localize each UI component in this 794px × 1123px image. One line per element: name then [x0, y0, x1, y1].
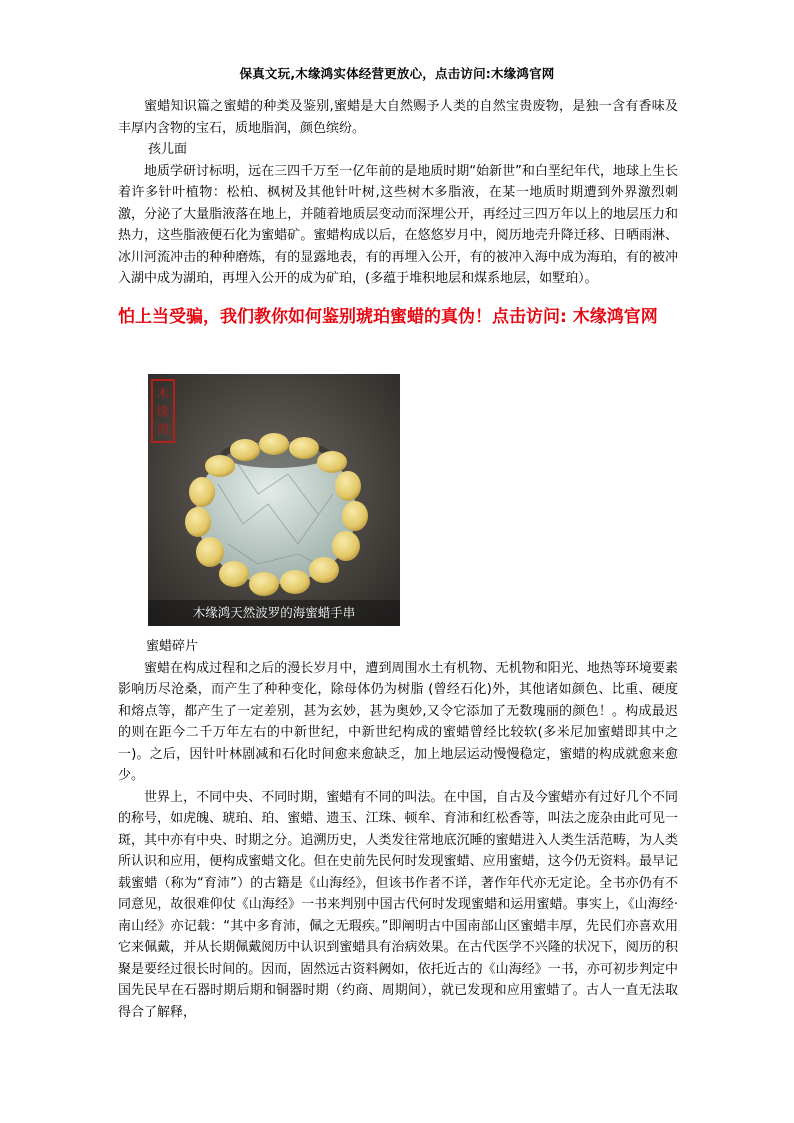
header-banner[interactable]: 保真文玩,木缘鸿实体经营更放心，点击访问:木缘鸿官网	[239, 66, 555, 81]
promo-link[interactable]: 怕上当受骗，我们教你如何鉴别琥珀蜜蜡的真伪！点击访问: 木缘鸿官网	[118, 307, 658, 327]
bracelet-photo	[148, 374, 400, 626]
geology-paragraph: 地质学研讨标明，远在三四千万至一亿年前的是地质时期“始新世”和白垩纪年代，地球上生长着许多针叶植物：松柏、枫树及其他针叶树,这些树木多脂液，在某一地质时期遭到外界激烈刺激，分泌了大量脂液落在地上，并随着地质层变动而深埋公开，再经过三四万年以上的地层压力和热力，这些脂液便石化为蜜蜡矿。蜜蜡构成以后，在悠悠岁月中，阅历地壳升降迁移、日晒雨淋、冰川河流冲击的种种磨炼，有的显露地表，有的再埋入公开，有的被冲入海中成为海珀，有的被冲入湖中成为湖珀，再埋入公开的成为矿珀，(多蕴于堆积地层和煤系地层，如墅珀）。	[118, 163, 678, 286]
bracelet-illustration	[148, 374, 400, 626]
svg-text:缘: 缘	[156, 405, 170, 420]
fragments-block	[118, 636, 678, 1023]
fragments-paragraph-2: 世界上，不同中央、不同时期，蜜蜡有不同的叫法。在中国，自古及今蜜蜡亦有过好几个不同的称号，如虎魄、琥珀、珀、蜜蜡、遗玉、江珠、顿牟、育沛和红松香等，叫法之庞杂由此可见一斑，其中亦有中央、时期之分。追溯历史，人类发往常地底沉睡的蜜蜡进入人类生活范畴，为人类所认识和应用，便构成蜜蜡文化。但在史前先民何时发现蜜蜡、应用蜜蜡，这今仍无资料。最早记载蜜蜡（称为“育沛”）的古籍是《山海经》，但该书作者不详，著作年代亦无定论。全书亦仍有不同意见，故很难仰仗《山海经》一书来判别中国古代何时发现蜜蜡和运用蜜蜡。事实上，《山海经·南山经》亦记载：“其中多育沛，佩之无瑕疾。”即阐明古中国南部山区蜜蜡丰厚，先民们亦喜欢用它来佩戴，并从长期佩戴阅历中认识到蜜蜡具有治病效果。在古代医学不兴隆的状况下，阅历的积聚是要经过很长时间的。因而，固然远古资料阙如，依托近古的《山海经》一书，亦可初步判定中国先民早在石器时期后期和铜器时期（约商、周期间），就已发现和应用蜜蜡了。古人一直无法取得合了解释，	[118, 789, 678, 1020]
section-heading-fragments: 蜜蜡碎片	[146, 639, 199, 654]
intro-block	[118, 96, 678, 290]
fragments-paragraph-1: 蜜蜡在构成过程和之后的漫长岁月中，遭到周围水土有机物、无机物和阳光、地热等环境要素影响历尽沧桑，而产生了种种变化，除母体仍为树脂 (曾经石化)外，其他诸如颜色、比重、硬度和熔点等，都产生了一定差别，甚为玄妙，甚为奥妙,又令它添加了无数瑰丽的颜色！。构成最迟的则在距今二千万年左右的中新世纪，中新世纪构成的蜜蜡曾经比较软(多米尼加蜜蜡即其中之一)。之后，因针叶林剧减和石化时间愈来愈缺乏，加上地层运动慢慢稳定，蜜蜡的构成就愈来愈少。	[118, 660, 678, 783]
photo-caption: 木缘鸿天然波罗的海蜜蜡手串	[148, 600, 400, 626]
intro-paragraph: 蜜蜡知识篇之蜜蜡的种类及鉴别,蜜蜡是大自然赐予人类的自然宝贵废物，是独一含有香味及丰厚内含物的宝石，质地脂润，颜色缤纷。	[118, 99, 678, 136]
section-heading-kids-face: 孩儿面	[148, 142, 188, 157]
svg-text:木: 木	[156, 387, 170, 402]
svg-text:鸿: 鸿	[156, 423, 170, 438]
